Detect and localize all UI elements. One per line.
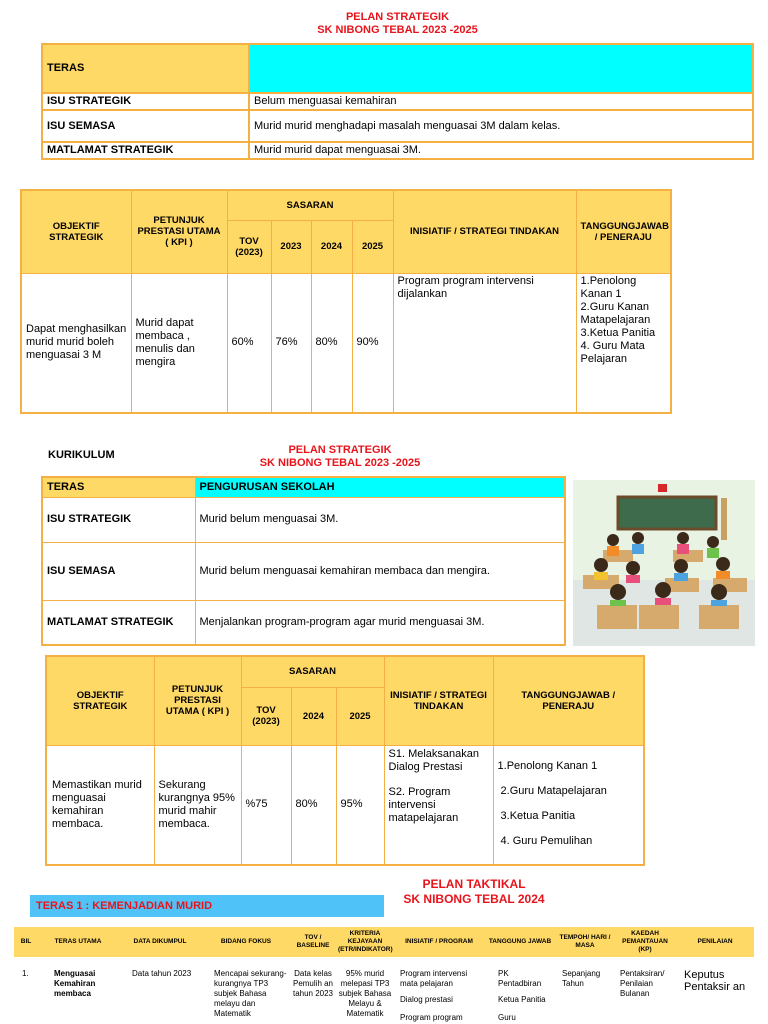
inisiatif-3-item-3: Program program — [400, 1013, 463, 1022]
header-2024: 2024 — [311, 220, 352, 273]
teras-label-2: TERAS — [42, 477, 195, 497]
isu-semasa-value: Murid murid menghadapi masalah menguasai 3M dalam kelas. — [249, 110, 753, 142]
section2-title-line-2: SK NIBONG TEBAL 2023 -2025 — [259, 457, 421, 469]
flag-icon — [658, 484, 667, 492]
inisiatif-3-item-2: Dialog prestasi — [400, 995, 453, 1004]
inisiatif-cell-3 — [394, 969, 484, 1023]
isu-strategik-value: Belum menguasai kemahiran — [249, 93, 753, 110]
isu-strategik-label: ISU STRATEGIK — [42, 93, 249, 110]
header-2024-2: 2024 — [291, 687, 336, 745]
matlamat-label: MATLAMAT STRATEGIK — [42, 142, 249, 159]
teras-value-2: PENGURUSAN SEKOLAH — [195, 477, 565, 497]
isu-semasa-label: ISU SEMASA — [42, 110, 249, 142]
tanggung-cell-3 — [484, 969, 556, 1023]
tactical-row — [14, 969, 754, 1023]
inisiatif-cell: Program program intervensi dijalankan — [393, 273, 576, 413]
tanggung-3-item-1: PK Pentadbiran — [498, 969, 542, 988]
petunjuk-cell: Murid dapat membaca , menulis dan mengira — [131, 273, 227, 413]
bidang-cell: Mencapai sekurang-kurangnya TP3 subjek Bahasa melayu dan Matematik — [214, 969, 287, 1018]
header-objektif: OBJEKTIF STRATEGIK — [21, 190, 131, 273]
header-tov: TOV (2023) — [227, 220, 271, 273]
header-sasaran: SASARAN — [227, 190, 393, 220]
header-objektif-2: OBJEKTIF STRATEGIK — [46, 656, 154, 745]
th-data-dikumpul: DATA DIKUMPUL — [118, 927, 202, 957]
matlamat-value: Murid murid dapat menguasai 3M. — [249, 142, 753, 159]
objective-table-2 — [45, 655, 645, 866]
isu-strategik-value-2: Murid belum menguasai 3M. — [195, 497, 565, 542]
inisiatif-item-1: S1. Melaksanakan Dialog Prestasi — [388, 747, 480, 773]
th-inisiatif: INISIATIF / PROGRAM — [394, 927, 484, 957]
teras-label: TERAS — [42, 44, 249, 93]
th-penilaian: PENILAIAN — [676, 927, 754, 957]
tanggungjawab-item-1: 1.Penolong Kanan 1 — [497, 759, 598, 772]
inisiatif-3-item-1: Program intervensi mata pelajaran — [400, 969, 468, 988]
value-2023-cell: 76% — [271, 273, 311, 413]
classroom-illustration — [573, 480, 755, 646]
tanggungjawab-cell: 1.Penolong Kanan 1 2.Guru Kanan Matapelajaran 3.Ketua Panitia 4. Guru Mata Pelajaran — [576, 273, 671, 413]
tempoh-cell: Sepanjang Tahun — [562, 969, 601, 988]
teras-banner: TERAS 1 : KEMENJADIAN MURID — [30, 895, 384, 917]
inisiatif-cell-2 — [384, 745, 493, 865]
isu-semasa-value-2: Murid belum menguasai kemahiran membaca dan mengira. — [195, 542, 565, 600]
header-tov-2: TOV (2023) — [241, 687, 291, 745]
kurikulum-label: KURIKULUM — [48, 449, 115, 461]
tanggungjawab-cell-2 — [493, 745, 644, 865]
tanggungjawab-item-3: 3.Ketua Panitia — [500, 809, 576, 822]
petunjuk-cell-2: Sekurang kurangnya 95% murid mahir membaca. — [154, 745, 241, 865]
title-line-1: PELAN STRATEGIK — [345, 11, 450, 23]
penilaian-cell: Keputus Pentaksir an — [684, 969, 746, 993]
tov-cell: 60% — [227, 273, 271, 413]
header-2025-2: 2025 — [336, 687, 384, 745]
tanggungjawab-item-2: 2.Guru Matapelajaran — [500, 784, 607, 797]
header-inisiatif: INISIATIF / STRATEGI TINDAKAN — [393, 190, 576, 273]
th-bidang-fokus: BIDANG FOKUS — [202, 927, 290, 957]
inisiatif-item-2: S2. Program intervensi matapelajaran — [388, 785, 459, 824]
isu-semasa-label-2: ISU SEMASA — [42, 542, 195, 600]
header-petunjuk-2: PETUNJUK PRESTASI UTAMA ( KPI ) — [154, 656, 241, 745]
teras-cell: Menguasai Kemahiran membaca — [54, 969, 96, 998]
chalkboard-icon — [618, 497, 716, 529]
objektif-cell-2: Memastikan murid menguasai kemahiran membaca. — [46, 745, 154, 865]
th-bil: BIL — [14, 927, 38, 957]
header-2023: 2023 — [271, 220, 311, 273]
th-tempoh: TEMPOH/ HARI / MASA — [556, 927, 614, 957]
tactical-header-row — [14, 927, 754, 957]
teras-value — [249, 44, 753, 93]
section2-title — [240, 444, 440, 470]
header-tanggungjawab: TANGGUNGJAWAB / PENERAJU — [576, 190, 671, 273]
tanggung-3-item-3: Guru — [498, 1013, 516, 1022]
strategic-info-table — [41, 43, 754, 160]
objektif-cell: Dapat menghasilkan murid murid boleh menguasai 3 M — [21, 273, 131, 413]
value-2024-cell: 80% — [311, 273, 352, 413]
tactical-table — [14, 927, 754, 1023]
header-inisiatif-2: INISIATIF / STRATEGI TINDAKAN — [384, 656, 493, 745]
taktikal-title — [386, 877, 562, 907]
tanggung-3-item-2: Ketua Panitia — [498, 995, 546, 1004]
th-kaedah: KAEDAH PEMANTAUAN (KP) — [614, 927, 676, 957]
page-title — [0, 11, 768, 37]
tov-cell-2: %75 — [241, 745, 291, 865]
header-tanggungjawab-2: TANGGUNGJAWAB / PENERAJU — [493, 656, 644, 745]
header-sasaran-2: SASARAN — [241, 656, 384, 687]
kaedah-cell: Pentaksiran/ Penilaian Bulanan — [620, 969, 665, 998]
tanggungjawab-item-4: 4. Guru Pemulihan — [500, 834, 593, 847]
value-2024-cell-2: 80% — [291, 745, 336, 865]
value-2025-cell-2: 95% — [336, 745, 384, 865]
tov-cell-3: Data kelas Pemulih an tahun 2023 — [292, 969, 334, 998]
taktikal-title-line-2: SK NIBONG TEBAL 2024 — [403, 892, 545, 906]
isu-strategik-label-2: ISU STRATEGIK — [42, 497, 195, 542]
kriteria-cell: 95% murid melepasi TP3 subjek Bahasa Melayu & Matematik — [338, 969, 392, 1018]
matlamat-value-2: Menjalankan program-program agar murid menguasai 3M. — [195, 600, 565, 645]
th-tov-baseline: TOV / BASELINE — [290, 927, 336, 957]
th-kriteria: KRITERIA KEJAYAAN (ETR/INDIKATOR) — [336, 927, 394, 957]
th-teras-utama: TERAS UTAMA — [38, 927, 118, 957]
matlamat-label-2: MATLAMAT STRATEGIK — [42, 600, 195, 645]
objective-table-1 — [20, 189, 672, 414]
header-2025: 2025 — [352, 220, 393, 273]
header-petunjuk: PETUNJUK PRESTASI UTAMA ( KPI ) — [131, 190, 227, 273]
bil-cell: 1. — [22, 969, 29, 978]
taktikal-title-line-1: PELAN TAKTIKAL — [422, 877, 526, 891]
strategic-info-table-2 — [41, 476, 566, 646]
value-2025-cell: 90% — [352, 273, 393, 413]
title-line-2: SK NIBONG TEBAL 2023 -2025 — [317, 24, 478, 36]
section2-title-line-1: PELAN STRATEGIK — [288, 444, 392, 456]
data-cell: Data tahun 2023 — [132, 969, 192, 978]
th-tanggung-jawab: TANGGUNG JAWAB — [484, 927, 556, 957]
